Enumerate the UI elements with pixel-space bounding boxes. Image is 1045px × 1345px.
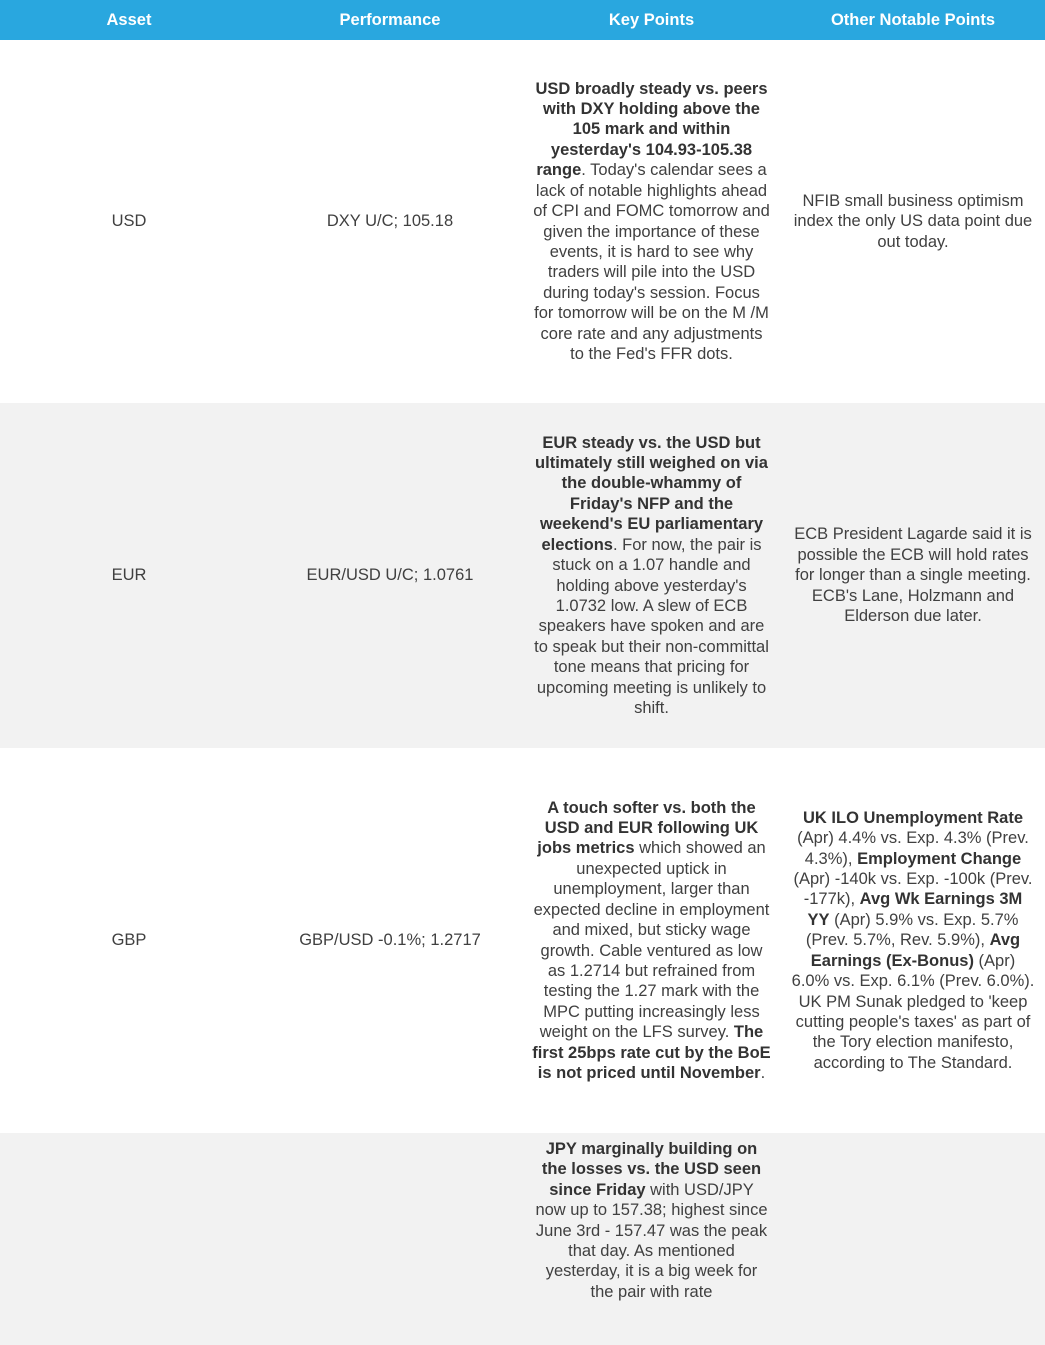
header-key-points: Key Points — [522, 0, 781, 40]
performance-cell: EUR/USD U/C; 1.0761 — [258, 403, 522, 748]
table-row-eur — [0, 403, 1045, 748]
other-points-text: (Apr) -140k vs. Exp. -100k (Prev. -177k), — [793, 870, 1033, 909]
performance-cell: GBP/USD -0.1%; 1.2717 — [299, 931, 481, 950]
key-points-text: which showed an unexpected uptick in unemployment, larger than expected decline in employment and mixed, but sticky wage growth. Cable ventured as low as 1.2714 but refrained from testing the 1.27 mark with the MPC putting increasingly less weight on the LFS survey. — [533, 839, 770, 1042]
other-points-cell: ECB President Lagarde said it is possible the ECB will hold rates for longer than a single meeting. ECB's Lane, Holzmann and Elderson due later. — [781, 403, 1045, 748]
other-points-bold: Employment Change — [857, 849, 1022, 868]
other-points-bold: Avg Earnings (Ex-Bonus) — [810, 931, 1021, 970]
other-points-cell — [781, 748, 1045, 1133]
table-row-usd — [0, 40, 1045, 403]
other-points-bold: UK ILO Unemployment Rate — [802, 808, 1024, 827]
header-asset: Asset — [0, 0, 258, 40]
header-performance: Performance — [258, 0, 522, 40]
other-points-text: (Apr) 5.9% vs. Exp. 5.7% (Prev. 5.7%, Rev. 5.9%), — [805, 910, 1019, 950]
key-points-text: . For now, the pair is stuck on a 1.07 handle and holding above yesterday's 1.0732 low. A slew of ECB speakers have spoken and are to speak but their non-committal tone means that pricing for upcoming meeting is unlikely to shift. — [534, 535, 769, 717]
asset-cell — [0, 1133, 258, 1345]
key-points-text: . — [760, 1063, 766, 1082]
key-points-bold: JPY marginally building on the losses vs. the USD seen since Friday — [541, 1140, 762, 1199]
asset-cell: GBP — [111, 931, 147, 950]
performance-cell: DXY U/C; 105.18 — [326, 212, 454, 231]
header-row — [0, 0, 1045, 40]
table-row-gbp — [0, 748, 1045, 1133]
other-points-text: (Apr) 6.0% vs. Exp. 6.1% (Prev. 6.0%). UK PM Sunak pledged to 'keep cutting people's taxes' as part of the Tory election manifesto, according to The Standard. — [791, 951, 1035, 1072]
key-points-bold: USD broadly steady vs. peers with DXY holding above the 105 mark and within yesterday's 104.93-105.38 range — [535, 79, 768, 180]
header-other-notable-points: Other Notable Points — [781, 0, 1045, 40]
performance-cell — [258, 1133, 522, 1345]
key-points-bold: A touch softer vs. both the USD and EUR following UK jobs metrics — [537, 798, 759, 858]
key-points-text: with USD/JPY now up to 157.38; highest since June 3rd - 157.47 was the peak that day. As mentioned yesterday, it is a big week for the pair with rate — [535, 1180, 768, 1301]
key-points-cell — [522, 40, 781, 403]
key-points-bold: EUR steady vs. the USD but ultimately still weighed on via the double-whammy of Friday's NFP and the weekend's EU parliamentary elections — [535, 433, 768, 554]
other-points-cell: NFIB small business optimism index the only US data point due out today. — [793, 191, 1033, 251]
other-points-bold: Avg Wk Earnings 3M YY — [807, 890, 1023, 929]
key-points-cell — [522, 1133, 781, 1345]
key-points-bold: The first 25bps rate cut by the BoE is not priced until November — [532, 1023, 771, 1082]
other-points-cell — [781, 1133, 1045, 1345]
asset-cell: EUR — [0, 403, 258, 748]
other-points-text: (Apr) 4.4% vs. Exp. 4.3% (Prev. 4.3%), — [797, 829, 1029, 868]
table-row-jpy — [0, 1133, 1045, 1345]
key-points-cell — [522, 403, 781, 748]
key-points-text: . Today's calendar sees a lack of notable highlights ahead of CPI and FOMC tomorrow and given the importance of these events, it is hard to see why traders will pile into the USD during today's session. Focus for tomorrow will be on the M /M core rate and any adjustments to the Fed's FFR dots. — [533, 161, 770, 363]
key-points-cell — [522, 748, 781, 1133]
asset-cell: USD — [111, 212, 147, 231]
